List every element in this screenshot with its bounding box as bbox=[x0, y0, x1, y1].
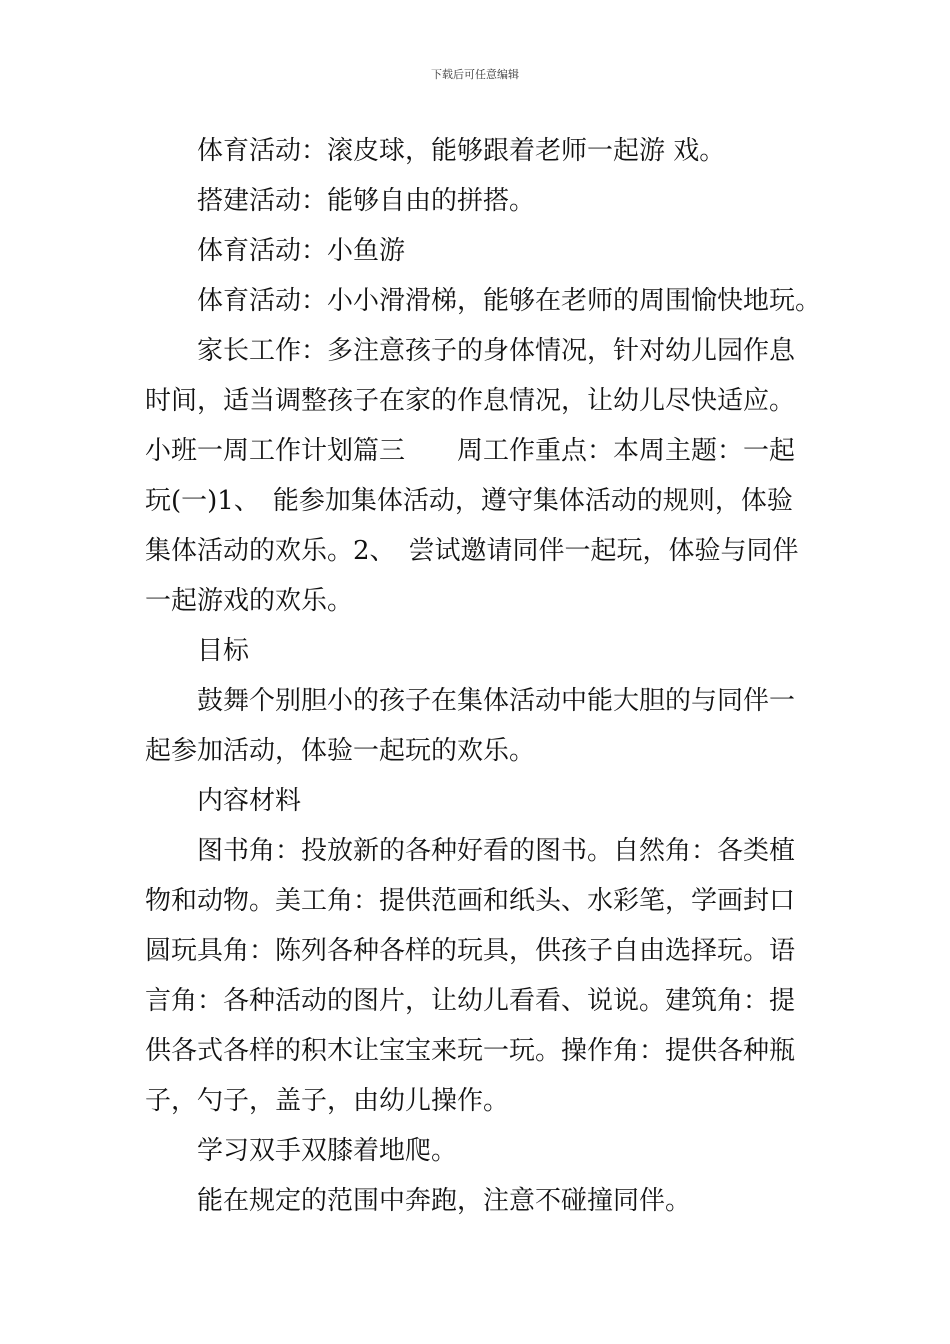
text-line: 小班一周工作计划篇三 周工作重点：本周主题：一起 bbox=[145, 436, 796, 466]
text-line: 一起游戏的欢乐。 bbox=[145, 586, 354, 616]
text-line: 鼓舞个别胆小的孩子在集体活动中能大胆的与同伴一 bbox=[197, 686, 796, 716]
text-line: 体育活动：小鱼游 bbox=[197, 236, 406, 266]
page-header: 下载后可任意编辑 bbox=[431, 68, 519, 81]
text-line: 能在规定的范围中奔跑，注意不碰撞同伴。 bbox=[197, 1186, 692, 1216]
text-line: 起参加活动，体验一起玩的欢乐。 bbox=[145, 736, 536, 766]
document-body bbox=[145, 126, 822, 1226]
text-line: 体育活动：小小滑滑梯，能够在老师的周围愉快地玩。 bbox=[197, 286, 822, 316]
text-line: 物和动物。美工角：提供范画和纸头、水彩笔，学画封口 bbox=[145, 886, 796, 916]
text-line: 目标 bbox=[197, 636, 250, 666]
text-line: 玩(一)1、 能参加集体活动，遵守集体活动的规则，体验 bbox=[145, 486, 793, 516]
text-line: 时间，适当调整孩子在家的作息情况，让幼儿尽快适应。 bbox=[145, 386, 796, 416]
text-line: 子，勺子，盖子，由幼儿操作。 bbox=[145, 1086, 510, 1116]
text-line: 搭建活动：能够自由的拼搭。 bbox=[197, 186, 536, 216]
text-line: 内容材料 bbox=[197, 786, 302, 816]
text-line: 集体活动的欢乐。2、 尝试邀请同伴一起玩，体验与同伴 bbox=[145, 536, 799, 566]
text-line: 家长工作：多注意孩子的身体情况，针对幼儿园作息 bbox=[197, 336, 796, 366]
text-line: 供各式各样的积木让宝宝来玩一玩。操作角：提供各种瓶 bbox=[145, 1036, 796, 1066]
text-line: 体育活动：滚皮球，能够跟着老师一起游 戏。 bbox=[197, 136, 726, 166]
text-line: 图书角：投放新的各种好看的图书。自然角：各类植 bbox=[197, 836, 796, 866]
text-line: 学习双手双膝着地爬。 bbox=[197, 1136, 458, 1166]
text-line: 圆玩具角：陈列各种各样的玩具，供孩子自由选择玩。语 bbox=[145, 936, 796, 966]
text-line: 言角：各种活动的图片，让幼儿看看、说说。建筑角：提 bbox=[145, 986, 796, 1016]
